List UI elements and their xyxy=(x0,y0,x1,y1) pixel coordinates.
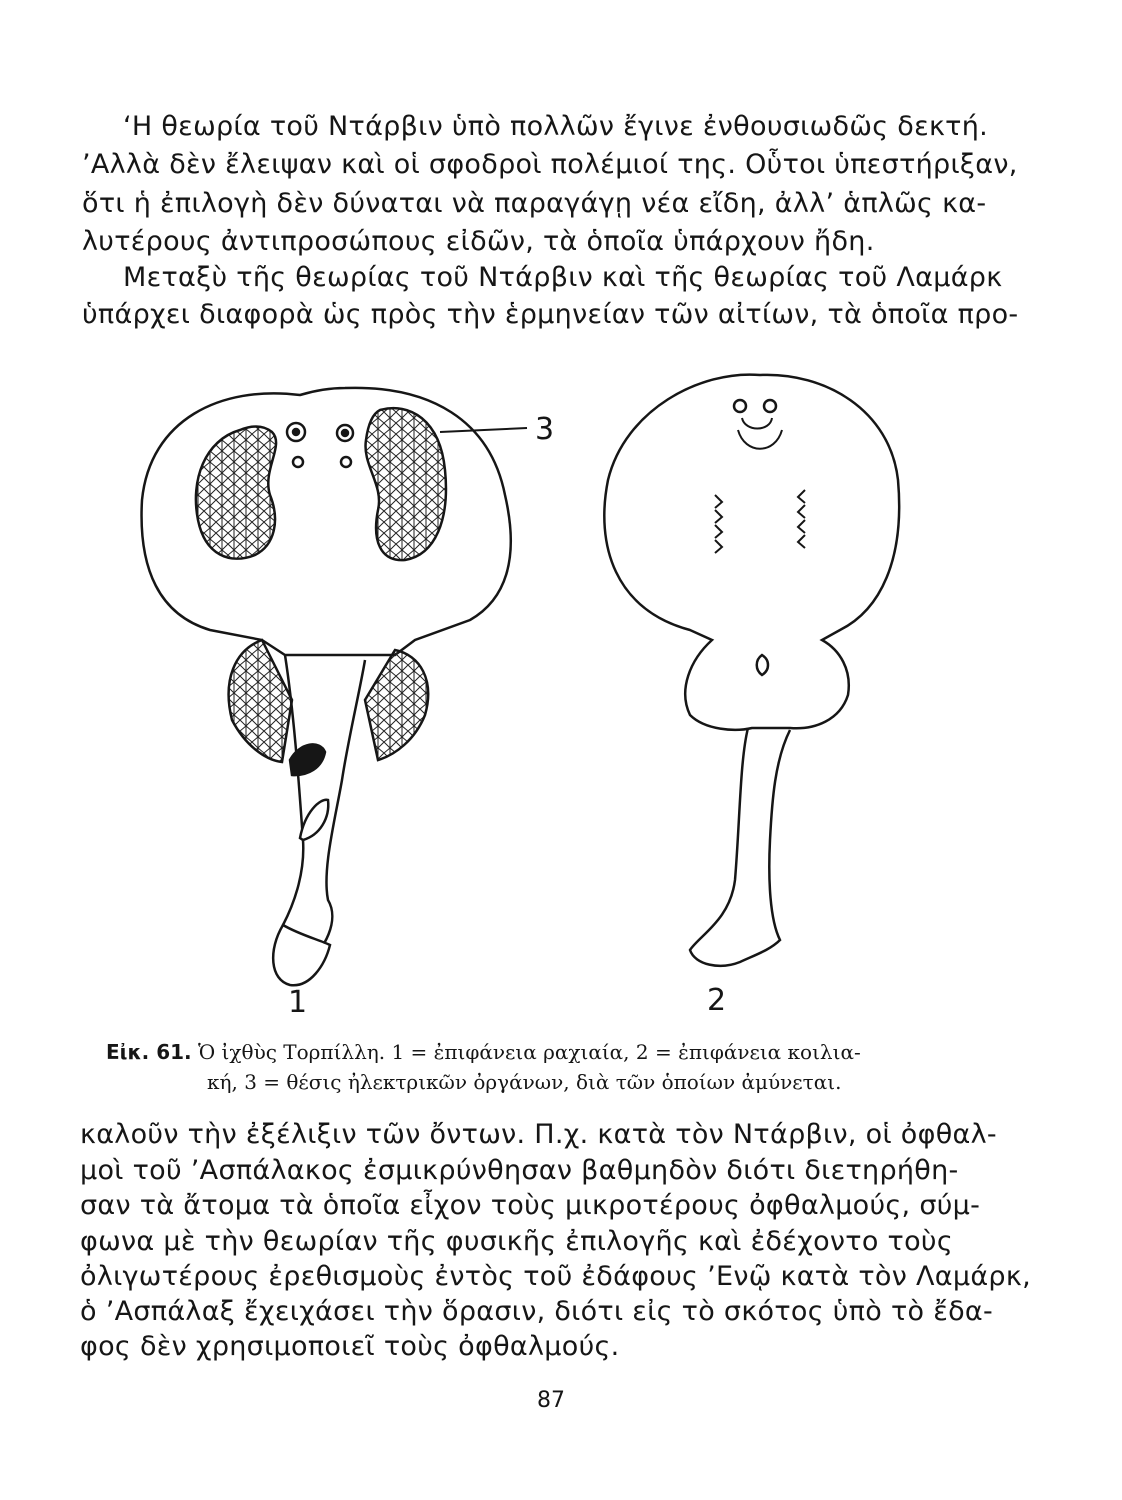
para1-line3: ὅτι ἡ ἐπιλογὴ δὲν δύναται νὰ παραγάγῃ νέα εἴδη, ἀλλ’ ἁπλῶς κα- xyxy=(82,188,987,219)
para2-line2: ὑπάρχει διαφορὰ ὡς πρὸς τὴν ἑρμηνείαν τῶν αἰτίων, τὰ ὁποῖα προ- xyxy=(82,299,1019,330)
para3-line1: καλοῦν τὴν ἐξέλιξιν τῶν ὄντων. Π.χ. κατὰ τὸν Ντάρβιν, οἱ ὀφθαλ- xyxy=(80,1119,997,1150)
figure-caption-line1 xyxy=(106,1040,861,1064)
label-organ: 3 xyxy=(535,412,555,447)
label-dorsal: 1 xyxy=(288,985,308,1020)
figure-caption-text1: Ὁ ἰχθὺς Τορπίλλη. 1 = ἐπιφάνεια ραχιαία, 2 = ἐπιφάνεια κοιλια- xyxy=(198,1040,861,1064)
caudal-fin xyxy=(273,925,330,985)
electric-organ-right xyxy=(366,408,446,560)
pelvic-fin-right xyxy=(365,650,428,760)
para3-line3: σαν τὰ ἄτομα τὰ ὁποῖα εἶχον τοὺς μικροτέρους ὀφθαλμούς, σύμ- xyxy=(80,1190,981,1221)
page-number: 87 xyxy=(537,1388,565,1413)
ventral-view xyxy=(604,375,899,966)
para3-line6: ὁ ’Ασπάλαξ ἔχειχάσει τὴν ὅρασιν, διότι εἰς τὸ σκότος ὑπὸ τὸ ἔδα- xyxy=(80,1296,994,1327)
cloaca xyxy=(757,655,768,675)
para3-line7: φος δὲν χρησιμοποιεῖ τοὺς ὀφθαλμούς. xyxy=(80,1331,620,1362)
para1-line1: ‘Η θεωρία τοῦ Ντάρβιν ὑπὸ πολλῶν ἔγινε ἐνθουσιωδῶς δεκτή. xyxy=(123,111,989,142)
para3-line5: ὀλιγωτέρους ἐρεθισμοὺς ἐντὸς τοῦ ἐδάφους ’Ενῷ κατὰ τὸν Λαμάρκ, xyxy=(80,1261,1031,1292)
para1-line4: λυτέρους ἀντιπροσώπους εἰδῶν, τὰ ὁποῖα ὑπάρχουν ἤδη. xyxy=(82,226,875,257)
figure-caption-prefix: Εἰκ. 61. xyxy=(106,1040,192,1064)
label-ventral: 2 xyxy=(707,983,727,1018)
electric-organ-left xyxy=(196,427,276,559)
mouth xyxy=(738,418,782,449)
dorsal-view xyxy=(142,388,527,985)
pelvic-fin-left xyxy=(229,640,292,762)
figure-caption-line2: κή, 3 = θέσις ἠλεκτρικῶν ὀργάνων, διὰ τῶν ὁποίων ἀμύνεται. xyxy=(207,1070,842,1094)
para2-line1: Μεταξὺ τῆς θεωρίας τοῦ Ντάρβιν καὶ τῆς θεωρίας τοῦ Λαμάρκ xyxy=(123,262,1003,293)
para1-line2: ’Αλλὰ δὲν ἔλειψαν καὶ οἱ σφοδροὶ πολέμιοί της. Οὗτοι ὑπεστήριξαν, xyxy=(82,149,1018,180)
para3-line4: φωνα μὲ τὴν θεωρίαν τῆς φυσικῆς ἐπιλογῆς καὶ ἐδέχοντο τοὺς xyxy=(80,1226,954,1257)
para3-line2: μοὶ τοῦ ’Ασπάλακος ἐσμικρύνθησαν βαθμηδὸν διότι διετηρήθη- xyxy=(80,1155,959,1186)
dorsal-fin-2 xyxy=(300,800,328,840)
